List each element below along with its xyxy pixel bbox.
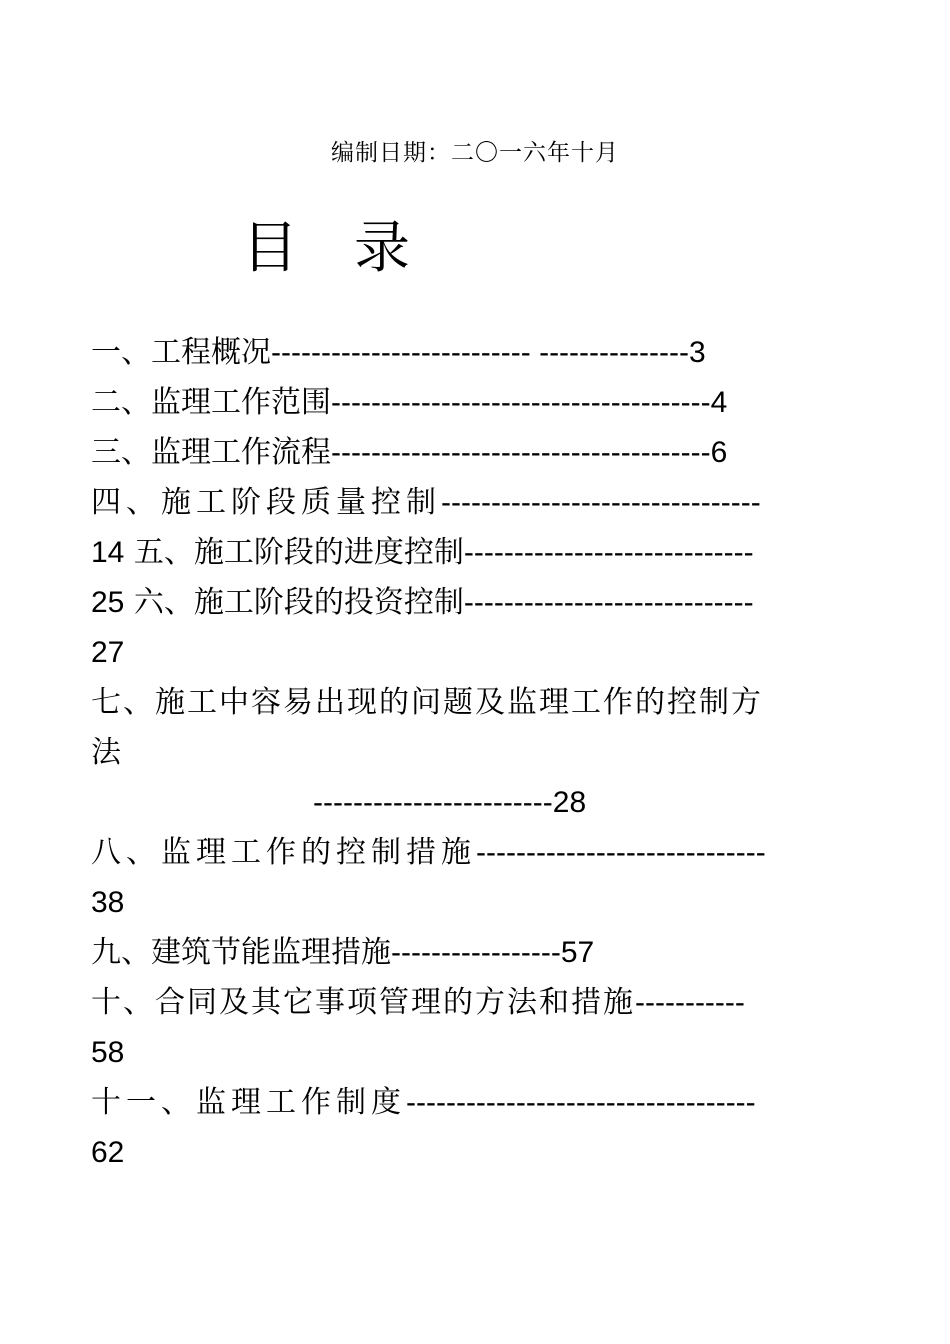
toc-entry-text: 八、监理工作的控制措施 bbox=[91, 835, 476, 870]
toc-entry-7-cont bbox=[91, 728, 861, 778]
toc-entry-4[interactable] bbox=[91, 478, 861, 528]
toc-entry-text: 七、施工中容易出现的问题及监理工作的控制方 bbox=[91, 685, 763, 720]
toc-entry-text: 四、施工阶段质量控制 bbox=[91, 485, 441, 520]
toc-entry-text: 法 bbox=[91, 735, 121, 770]
toc-page-line bbox=[91, 878, 861, 928]
toc-page-number: 27 bbox=[91, 636, 125, 669]
toc-leader: -------------------------------- bbox=[441, 486, 761, 519]
toc-page-number: 28 bbox=[552, 786, 587, 819]
toc-entry-5[interactable] bbox=[91, 528, 861, 578]
toc-leader: ----------------------------- bbox=[476, 836, 766, 869]
toc-entry-text: 九、建筑节能监理措施 bbox=[91, 935, 391, 970]
toc-entry-11[interactable] bbox=[91, 1078, 861, 1128]
toc-page-line bbox=[91, 1128, 861, 1178]
toc-entry-text: 三、监理工作流程 bbox=[91, 435, 331, 470]
toc-entry-3[interactable] bbox=[91, 428, 861, 478]
toc-entry-7[interactable] bbox=[91, 678, 861, 728]
toc-leader: -------------------------------------- bbox=[331, 386, 711, 419]
toc-page-number: 38 bbox=[91, 886, 125, 919]
toc-entry-10[interactable] bbox=[91, 978, 861, 1028]
toc-page-number: 62 bbox=[91, 1136, 125, 1169]
toc-entry-6[interactable] bbox=[91, 578, 861, 628]
toc-entry-9[interactable] bbox=[91, 928, 861, 978]
toc-page-number: 58 bbox=[91, 1036, 125, 1069]
toc-leader: -------------------------------------- bbox=[331, 436, 711, 469]
toc-leader: ----------------------------------- bbox=[406, 1086, 756, 1119]
toc-leader: -------------------------- --------------- bbox=[271, 336, 689, 369]
table-of-contents bbox=[91, 328, 861, 1178]
toc-entry-text: 五、施工阶段的进度控制 bbox=[133, 535, 464, 570]
toc-entry-2[interactable] bbox=[91, 378, 861, 428]
toc-title-char-2: 录 bbox=[354, 216, 410, 281]
toc-page-number: 14 bbox=[91, 536, 125, 569]
toc-entry-text: 十一、监理工作制度 bbox=[91, 1085, 406, 1120]
toc-page-number: 4 bbox=[710, 386, 728, 419]
toc-page-number: 25 bbox=[91, 586, 125, 619]
toc-entry-text: 十、合同及其它事项管理的方法和措施 bbox=[91, 985, 635, 1020]
toc-entry-text: 六、施工阶段的投资控制 bbox=[133, 585, 464, 620]
toc-page-number: 6 bbox=[710, 436, 728, 469]
toc-entry-8[interactable] bbox=[91, 828, 861, 878]
toc-entry-7-leader bbox=[91, 778, 861, 828]
toc-page-number: 3 bbox=[688, 336, 706, 369]
toc-page-line bbox=[91, 628, 861, 678]
toc-entry-1[interactable] bbox=[91, 328, 861, 378]
toc-leader: ------------------------ bbox=[313, 786, 553, 819]
toc-leader: ----------------- bbox=[391, 936, 561, 969]
toc-title-char-1: 目 bbox=[242, 216, 298, 281]
toc-page-line bbox=[91, 1028, 861, 1078]
toc-page-number: 57 bbox=[560, 936, 595, 969]
toc-title bbox=[242, 204, 410, 284]
toc-entry-text: 一、工程概况 bbox=[91, 335, 271, 370]
toc-leader: ----------- bbox=[635, 986, 745, 1019]
toc-leader: ----------------------------- bbox=[463, 536, 754, 569]
toc-entry-text: 二、监理工作范围 bbox=[91, 385, 331, 420]
compile-date: 编制日期：二〇一六年十月 bbox=[331, 140, 619, 166]
toc-leader: ----------------------------- bbox=[463, 586, 754, 619]
